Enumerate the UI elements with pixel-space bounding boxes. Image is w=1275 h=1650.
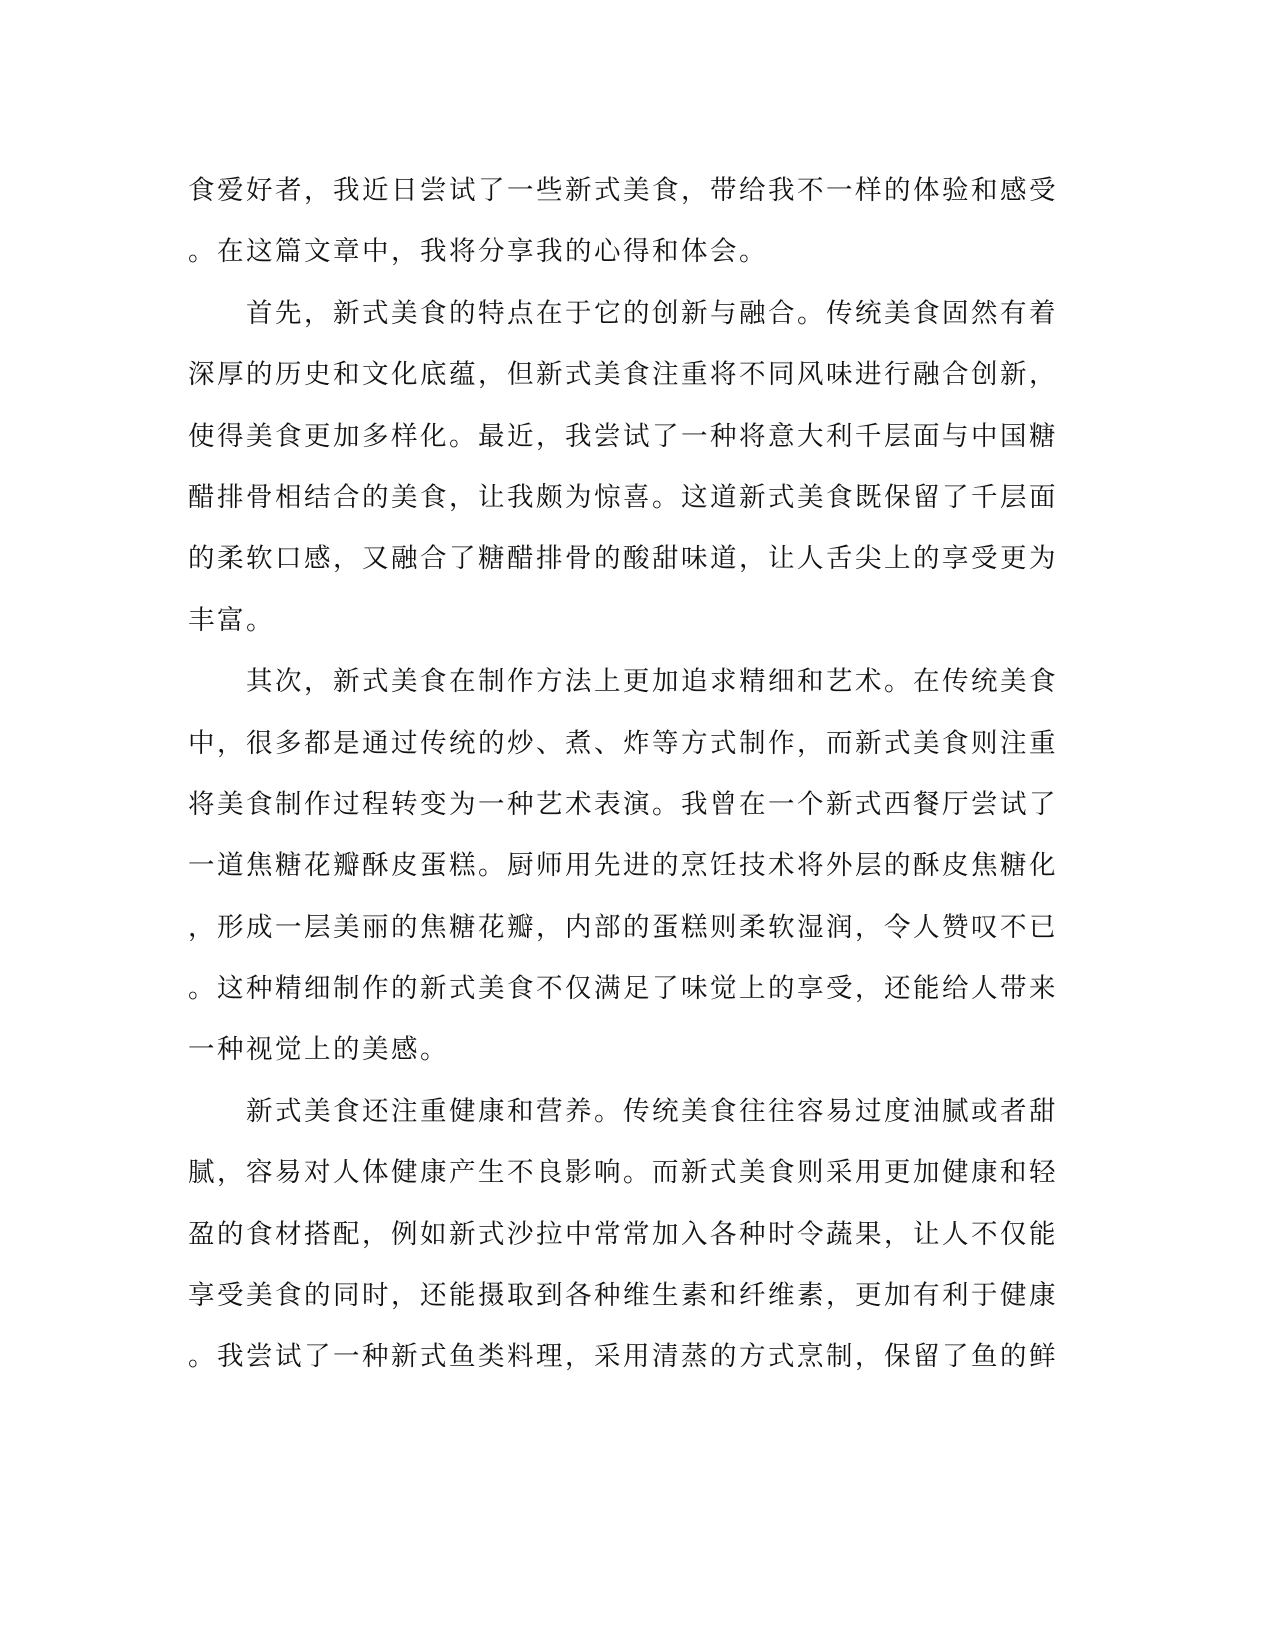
text-line: 。在这篇文章中，我将分享我的心得和体会。 — [188, 236, 768, 268]
text-line: 的柔软口感，又融合了糖醋排骨的酸甜味道，让人舌尖上的享受更为 — [188, 543, 1058, 575]
text-line: 中，很多都是通过传统的炒、煮、炸等方式制作，而新式美食则注重 — [188, 727, 1058, 759]
text-line: 享受美食的同时，还能摄取到各种维生素和纤维素，更加有利于健康 — [188, 1280, 1058, 1312]
text-line: 首先，新式美食的特点在于它的创新与融合。传统美食固然有着 — [188, 297, 1058, 329]
text-line: 一种视觉上的美感。 — [188, 1034, 449, 1066]
text-line: 使得美食更加多样化。最近，我尝试了一种将意大利千层面与中国糖 — [188, 420, 1058, 452]
body-text — [188, 160, 1088, 1388]
text-line: 其次，新式美食在制作方法上更加追求精细和艺术。在传统美食 — [188, 666, 1058, 698]
text-line: 。我尝试了一种新式鱼类料理，采用清蒸的方式烹制，保留了鱼的鲜 — [188, 1341, 1058, 1373]
text-line: 一道焦糖花瓣酥皮蛋糕。厨师用先进的烹饪技术将外层的酥皮焦糖化 — [188, 850, 1058, 882]
text-line: 醋排骨相结合的美食，让我颇为惊喜。这道新式美食既保留了千层面 — [188, 481, 1058, 513]
text-line: 深厚的历史和文化底蕴，但新式美食注重将不同风味进行融合创新， — [188, 359, 1058, 391]
text-line: 丰富。 — [188, 604, 275, 636]
text-line: 食爱好者，我近日尝试了一些新式美食，带给我不一样的体验和感受 — [188, 175, 1058, 206]
text-line: 。这种精细制作的新式美食不仅满足了味觉上的享受，还能给人带来 — [188, 973, 1058, 1005]
text-line: ，形成一层美丽的焦糖花瓣，内部的蛋糕则柔软湿润，令人赞叹不已 — [188, 911, 1058, 943]
text-line: 盈的食材搭配，例如新式沙拉中常常加入各种时令蔬果，让人不仅能 — [188, 1218, 1058, 1250]
text-line: 腻，容易对人体健康产生不良影响。而新式美食则采用更加健康和轻 — [188, 1157, 1058, 1189]
text-line: 将美食制作过程转变为一种艺术表演。我曾在一个新式西餐厅尝试了 — [188, 788, 1058, 820]
text-line: 新式美食还注重健康和营养。传统美食往往容易过度油腻或者甜 — [188, 1095, 1058, 1127]
